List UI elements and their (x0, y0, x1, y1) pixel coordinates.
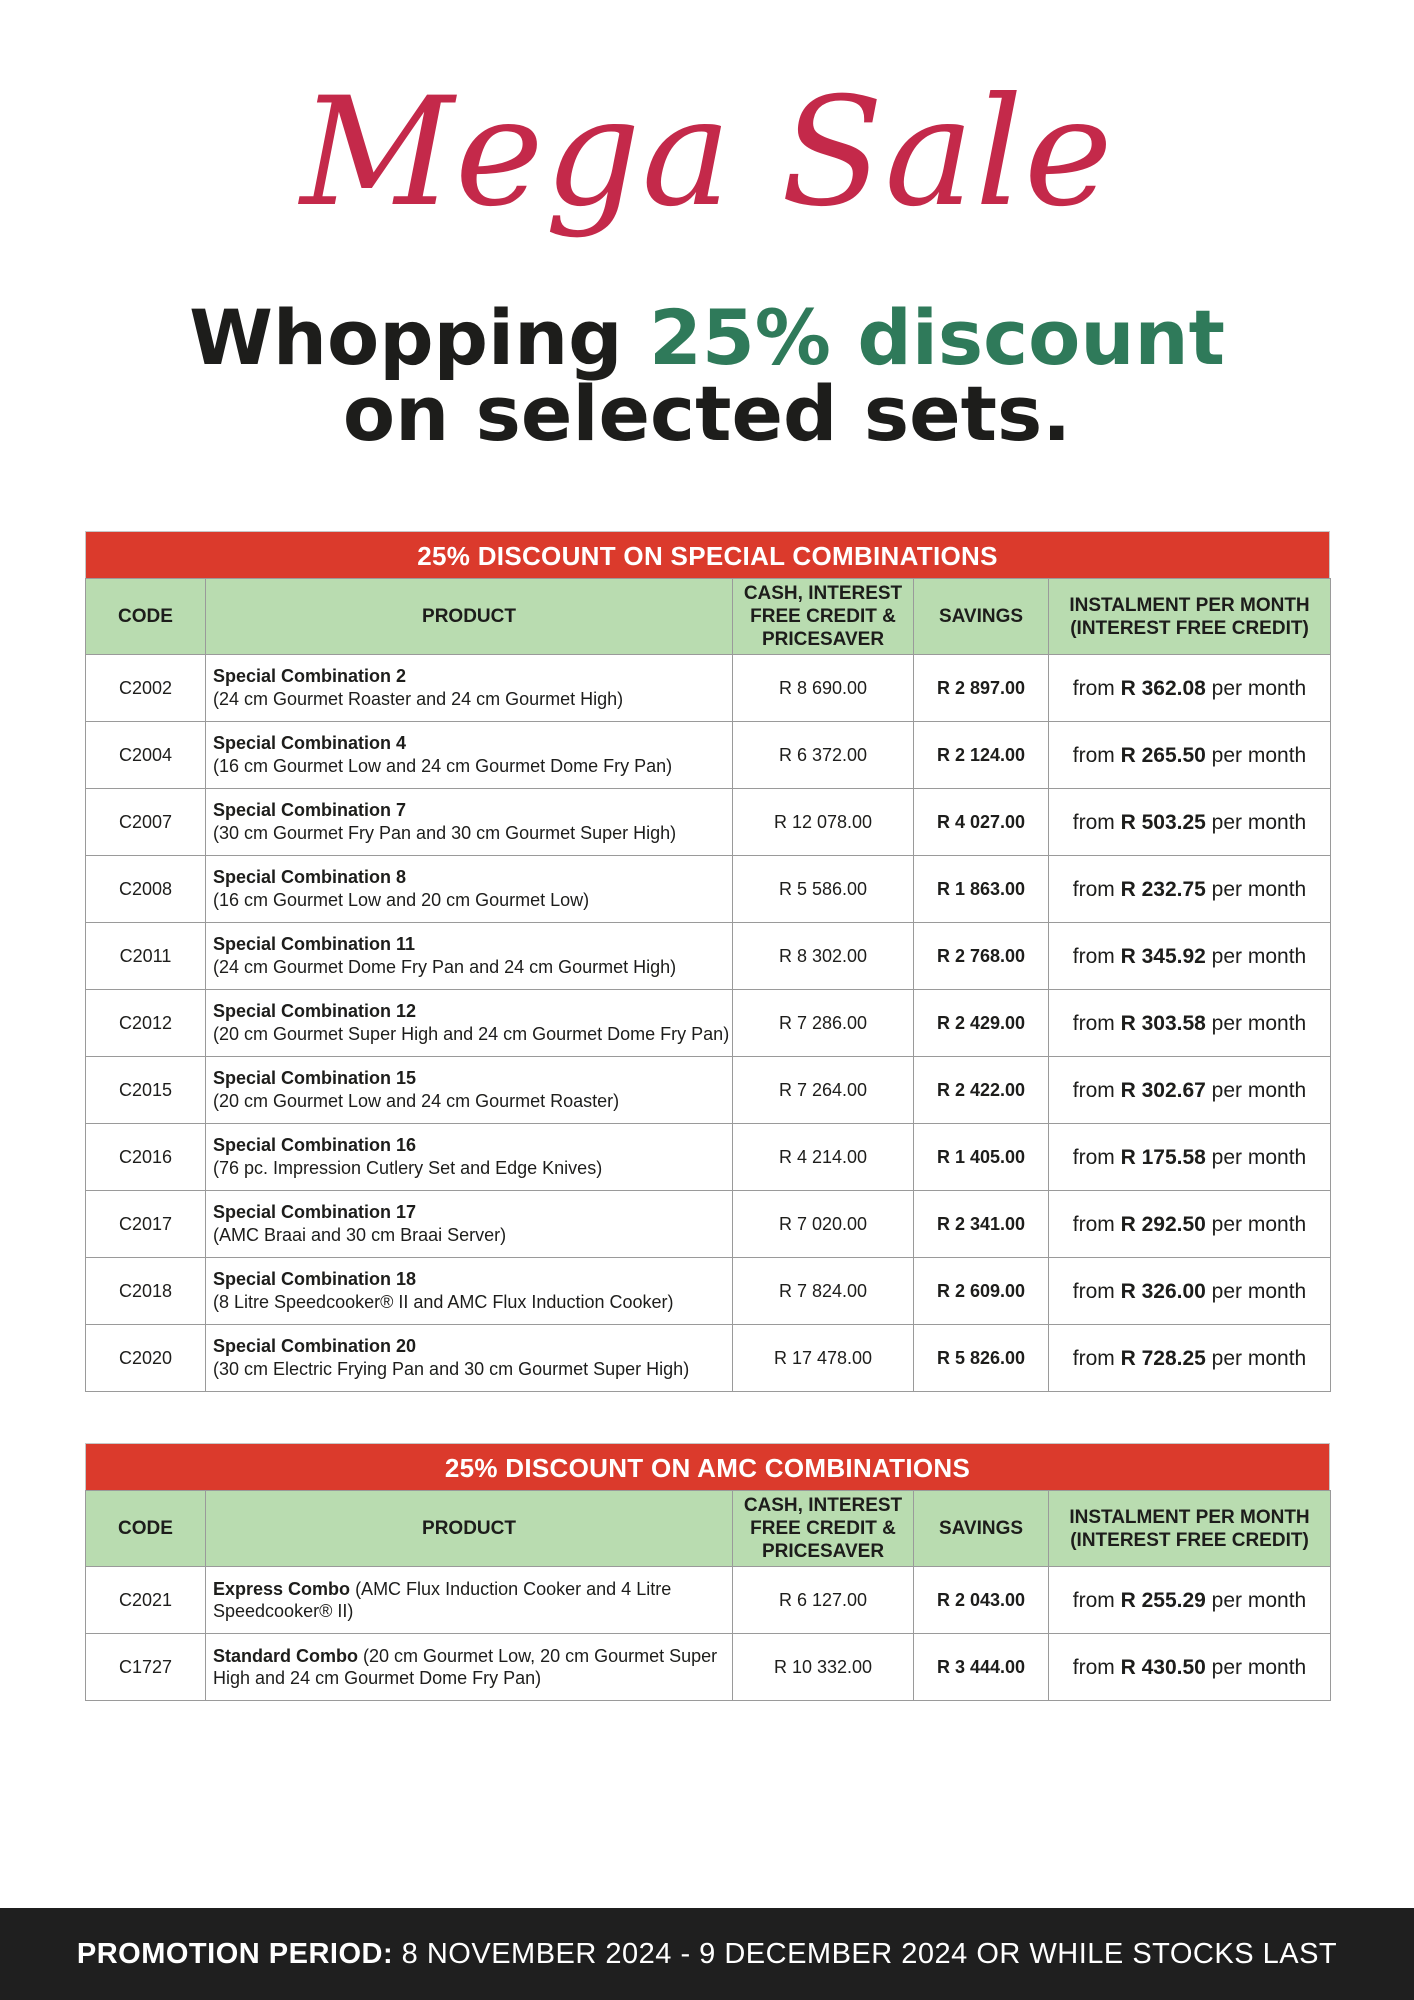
table-row (86, 655, 1331, 722)
cash-price: R 7 824.00 (733, 1258, 914, 1325)
table-row (86, 856, 1331, 923)
table-row (86, 1634, 1331, 1701)
cash-price: R 10 332.00 (733, 1634, 914, 1701)
table-row (86, 1567, 1331, 1634)
table-row (86, 789, 1331, 856)
cash-price: R 5 586.00 (733, 856, 914, 923)
promotion-period-label: PROMOTION PERIOD: (76, 1938, 394, 1970)
product-code: C2015 (86, 1057, 206, 1124)
savings-amount: R 2 124.00 (914, 722, 1049, 789)
instalment-suffix: per month (1211, 1011, 1307, 1035)
instalment-suffix: per month (1211, 1212, 1307, 1236)
headline-discount-highlight: 25% discount (649, 293, 1225, 382)
savings-amount: R 1 863.00 (914, 856, 1049, 923)
table-row (86, 1057, 1331, 1124)
product-code: C2021 (86, 1567, 206, 1634)
instalment-prefix: from (1072, 743, 1115, 767)
instalment-prefix: from (1072, 1279, 1115, 1303)
instalment-amount: R 345.92 (1120, 944, 1206, 968)
header-product: PRODUCT (206, 579, 733, 655)
amc-combinations-table (85, 1490, 1331, 1701)
product-code: C1727 (86, 1634, 206, 1701)
product-name: Special Combination 2 (213, 666, 407, 686)
table-row (86, 722, 1331, 789)
header-cash: CASH, INTEREST FREE CREDIT & PRICESAVER (733, 579, 914, 655)
product-name: Special Combination 17 (213, 1202, 417, 1222)
cash-price: R 7 020.00 (733, 1191, 914, 1258)
instalment-amount: R 303.58 (1120, 1011, 1206, 1035)
instalment-prefix: from (1072, 810, 1115, 834)
header-instalment: INSTALMENT PER MONTH (INTEREST FREE CREDIT) (1049, 579, 1331, 655)
product-name: Special Combination 20 (213, 1336, 417, 1356)
instalment-cell (1049, 990, 1331, 1057)
instalment-prefix: from (1072, 676, 1115, 700)
product-description: (AMC Flux Induction Cooker and 4 Litre Speedcooker® II) (213, 1579, 672, 1621)
special-combinations-table (85, 578, 1331, 1392)
product-description: (20 cm Gourmet Low, 20 cm Gourmet Super High and 24 cm Gourmet Dome Fry Pan) (213, 1646, 718, 1688)
instalment-cell (1049, 1567, 1331, 1634)
product-code: C2012 (86, 990, 206, 1057)
instalment-cell (1049, 1325, 1331, 1392)
savings-amount: R 2 609.00 (914, 1258, 1049, 1325)
header-cash: CASH, INTEREST FREE CREDIT & PRICESAVER (733, 1491, 914, 1567)
instalment-amount: R 265.50 (1120, 743, 1206, 767)
product-description: (30 cm Electric Frying Pan and 30 cm Gourmet Super High) (213, 1359, 690, 1379)
instalment-suffix: per month (1211, 1279, 1307, 1303)
headline (0, 293, 1414, 458)
table-header-row (86, 579, 1331, 655)
product-code: C2017 (86, 1191, 206, 1258)
product-code: C2018 (86, 1258, 206, 1325)
promotion-tail: OR WHILE STOCKS LAST (976, 1938, 1338, 1970)
instalment-suffix: per month (1211, 944, 1307, 968)
product-name: Special Combination 4 (213, 733, 407, 753)
instalment-cell (1049, 1634, 1331, 1701)
product-cell (206, 1258, 733, 1325)
table-header-row (86, 1491, 1331, 1567)
product-description: (76 pc. Impression Cutlery Set and Edge Knives) (213, 1158, 603, 1178)
product-name: Special Combination 7 (213, 800, 407, 820)
product-description: (AMC Braai and 30 cm Braai Server) (213, 1225, 507, 1245)
savings-amount: R 2 429.00 (914, 990, 1049, 1057)
special-table-body (86, 655, 1331, 1392)
product-code: C2007 (86, 789, 206, 856)
headline-text: Whopping (189, 293, 650, 382)
product-name: Special Combination 15 (213, 1068, 417, 1088)
instalment-suffix: per month (1211, 1655, 1307, 1679)
cash-price: R 7 264.00 (733, 1057, 914, 1124)
savings-amount: R 2 422.00 (914, 1057, 1049, 1124)
instalment-amount: R 503.25 (1120, 810, 1206, 834)
instalment-prefix: from (1072, 1011, 1115, 1035)
header-savings: SAVINGS (914, 1491, 1049, 1567)
product-cell (206, 1325, 733, 1392)
table-row (86, 990, 1331, 1057)
cash-price: R 4 214.00 (733, 1124, 914, 1191)
product-name: Special Combination 11 (213, 934, 416, 954)
amc-combinations-section (85, 1443, 1330, 1701)
cash-price: R 6 372.00 (733, 722, 914, 789)
product-code: C2004 (86, 722, 206, 789)
header-code: CODE (86, 579, 206, 655)
instalment-amount: R 292.50 (1120, 1212, 1206, 1236)
product-code: C2008 (86, 856, 206, 923)
instalment-prefix: from (1072, 1655, 1115, 1679)
product-description: (8 Litre Speedcooker® II and AMC Flux Induction Cooker) (213, 1292, 674, 1312)
product-code: C2011 (86, 923, 206, 990)
product-name: Special Combination 12 (213, 1001, 417, 1021)
product-cell (206, 655, 733, 722)
savings-amount: R 3 444.00 (914, 1634, 1049, 1701)
instalment-prefix: from (1072, 1078, 1115, 1102)
savings-amount: R 4 027.00 (914, 789, 1049, 856)
header-code: CODE (86, 1491, 206, 1567)
special-combinations-banner: 25% DISCOUNT ON SPECIAL COMBINATIONS (85, 531, 1330, 578)
product-name: Special Combination 18 (213, 1269, 417, 1289)
product-cell (206, 923, 733, 990)
amc-table-body (86, 1567, 1331, 1701)
instalment-cell (1049, 722, 1331, 789)
cash-price: R 7 286.00 (733, 990, 914, 1057)
table-row (86, 1191, 1331, 1258)
savings-amount: R 1 405.00 (914, 1124, 1049, 1191)
product-cell (206, 1191, 733, 1258)
product-cell (206, 990, 733, 1057)
product-description: (16 cm Gourmet Low and 24 cm Gourmet Dome Fry Pan) (213, 756, 673, 776)
special-combinations-section (85, 531, 1330, 1392)
product-cell (206, 1634, 733, 1701)
instalment-prefix: from (1072, 944, 1115, 968)
instalment-amount: R 326.00 (1120, 1279, 1206, 1303)
instalment-cell (1049, 789, 1331, 856)
product-description: (16 cm Gourmet Low and 20 cm Gourmet Low) (213, 890, 590, 910)
table-row (86, 923, 1331, 990)
cash-price: R 6 127.00 (733, 1567, 914, 1634)
instalment-suffix: per month (1211, 1078, 1307, 1102)
instalment-cell (1049, 923, 1331, 990)
cash-price: R 17 478.00 (733, 1325, 914, 1392)
instalment-cell (1049, 856, 1331, 923)
instalment-prefix: from (1072, 1212, 1115, 1236)
instalment-prefix: from (1072, 1588, 1115, 1612)
instalment-amount: R 728.25 (1120, 1346, 1206, 1370)
header-product: PRODUCT (206, 1491, 733, 1567)
product-code: C2020 (86, 1325, 206, 1392)
cash-price: R 12 078.00 (733, 789, 914, 856)
product-name: Express Combo (213, 1579, 351, 1599)
instalment-prefix: from (1072, 1346, 1115, 1370)
savings-amount: R 2 341.00 (914, 1191, 1049, 1258)
headline-line-2: on selected sets. (342, 369, 1072, 458)
instalment-suffix: per month (1211, 1588, 1307, 1612)
instalment-cell (1049, 1124, 1331, 1191)
product-cell (206, 722, 733, 789)
amc-combinations-banner: 25% DISCOUNT ON AMC COMBINATIONS (85, 1443, 1330, 1490)
instalment-amount: R 232.75 (1120, 877, 1206, 901)
cash-price: R 8 690.00 (733, 655, 914, 722)
header-savings: SAVINGS (914, 579, 1049, 655)
product-code: C2002 (86, 655, 206, 722)
savings-amount: R 2 897.00 (914, 655, 1049, 722)
instalment-suffix: per month (1211, 743, 1307, 767)
instalment-cell (1049, 655, 1331, 722)
promotion-dates: 8 NOVEMBER 2024 - 9 DECEMBER 2024 (401, 1938, 968, 1970)
instalment-suffix: per month (1211, 877, 1307, 901)
instalment-cell (1049, 1191, 1331, 1258)
product-description: (20 cm Gourmet Super High and 24 cm Gourmet Dome Fry Pan) (213, 1024, 730, 1044)
cash-price: R 8 302.00 (733, 923, 914, 990)
product-description: (30 cm Gourmet Fry Pan and 30 cm Gourmet Super High) (213, 823, 677, 843)
savings-amount: R 2 043.00 (914, 1567, 1049, 1634)
instalment-prefix: from (1072, 1145, 1115, 1169)
product-cell (206, 1057, 733, 1124)
product-description: (20 cm Gourmet Low and 24 cm Gourmet Roaster) (213, 1091, 620, 1111)
product-description: (24 cm Gourmet Dome Fry Pan and 24 cm Gourmet High) (213, 957, 677, 977)
instalment-amount: R 362.08 (1120, 676, 1206, 700)
instalment-suffix: per month (1211, 1346, 1307, 1370)
product-code: C2016 (86, 1124, 206, 1191)
instalment-amount: R 255.29 (1120, 1588, 1206, 1612)
instalment-cell (1049, 1057, 1331, 1124)
instalment-suffix: per month (1211, 676, 1307, 700)
product-cell (206, 1124, 733, 1191)
instalment-prefix: from (1072, 877, 1115, 901)
table-row (86, 1258, 1331, 1325)
instalment-suffix: per month (1211, 810, 1307, 834)
instalment-amount: R 302.67 (1120, 1078, 1206, 1102)
product-cell (206, 856, 733, 923)
product-description: (24 cm Gourmet Roaster and 24 cm Gourmet High) (213, 689, 624, 709)
instalment-amount: R 175.58 (1120, 1145, 1206, 1169)
promotion-period-footer (0, 1908, 1414, 2000)
product-cell (206, 789, 733, 856)
product-cell (206, 1567, 733, 1634)
mega-sale-title: Mega Sale (300, 66, 1114, 240)
instalment-suffix: per month (1211, 1145, 1307, 1169)
savings-amount: R 2 768.00 (914, 923, 1049, 990)
table-row (86, 1325, 1331, 1392)
product-name: Special Combination 8 (213, 867, 407, 887)
table-row (86, 1124, 1331, 1191)
product-name: Standard Combo (213, 1646, 359, 1666)
headline-line-1 (0, 293, 1414, 382)
header-instalment: INSTALMENT PER MONTH (INTEREST FREE CREDIT) (1049, 1491, 1331, 1567)
instalment-amount: R 430.50 (1120, 1655, 1206, 1679)
product-name: Special Combination 16 (213, 1135, 417, 1155)
savings-amount: R 5 826.00 (914, 1325, 1049, 1392)
instalment-cell (1049, 1258, 1331, 1325)
